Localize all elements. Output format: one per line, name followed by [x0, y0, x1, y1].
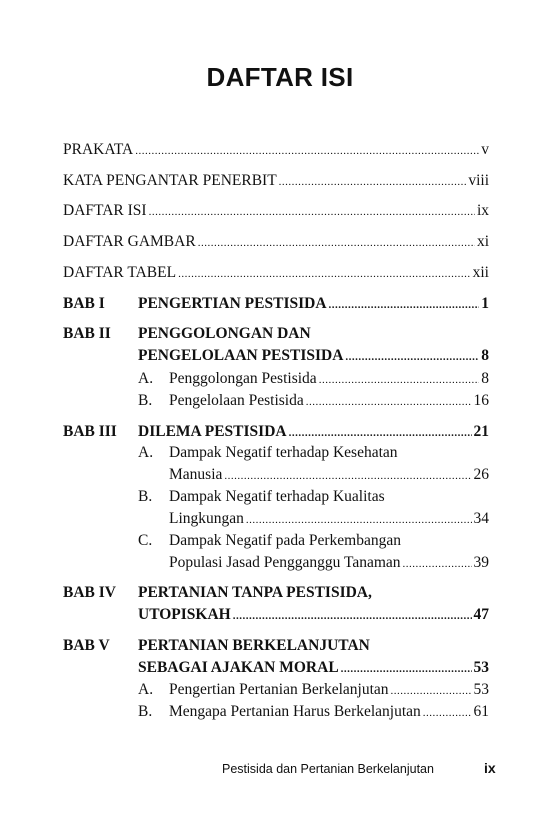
- toc-entry-daftar-gambar[interactable]: [63, 231, 489, 253]
- toc-entry-label: KATA PENGANTAR PENERBIT: [63, 172, 277, 189]
- toc-section[interactable]: [169, 390, 489, 412]
- toc-section[interactable]: [169, 552, 489, 574]
- dot-leader: [289, 422, 472, 444]
- section-title: Manusia: [169, 466, 223, 483]
- section-letter: A.: [138, 444, 154, 461]
- dot-leader: [233, 605, 472, 627]
- toc-chapter-3[interactable]: [138, 421, 489, 443]
- dot-leader: [224, 465, 471, 487]
- toc-chapter-1[interactable]: [138, 293, 489, 315]
- dot-leader: [341, 658, 472, 680]
- section-title: Dampak Negatif terhadap Kesehatan: [169, 444, 398, 461]
- toc-chapter-2[interactable]: [138, 345, 489, 367]
- chapter-page: 47: [473, 606, 489, 623]
- section-title: Dampak Negatif pada Perkembangan: [169, 532, 401, 549]
- chapter-title: PENGGOLONGAN DAN: [138, 325, 311, 342]
- section-letter: B.: [138, 703, 153, 720]
- section-title: Populasi Jasad Pengganggu Tanaman: [169, 554, 401, 571]
- dot-leader: [306, 391, 472, 413]
- toc-entry-label: DAFTAR TABEL: [63, 264, 177, 281]
- toc-section[interactable]: [169, 368, 489, 390]
- toc-entry-label: PRAKATA: [63, 141, 134, 158]
- dot-leader: [345, 346, 479, 368]
- chapter-number: BAB II: [63, 325, 111, 342]
- chapter-page: 21: [473, 423, 489, 440]
- chapter-title: PERTANIAN TANPA PESTISIDA,: [138, 584, 372, 601]
- toc-entry-label: DAFTAR GAMBAR: [63, 233, 196, 250]
- chapter-page: 8: [481, 347, 489, 364]
- chapter-title: UTOPISKAH: [138, 606, 231, 623]
- section-title: Penggolongan Pestisida: [169, 370, 317, 387]
- toc-section[interactable]: [169, 464, 489, 486]
- toc-entry-page: viii: [468, 172, 489, 189]
- section-page: 8: [481, 370, 489, 387]
- chapter-number: BAB III: [63, 423, 117, 440]
- section-title: Pengertian Pertanian Berkelanjutan: [169, 681, 389, 698]
- section-letter: A.: [138, 370, 154, 387]
- toc-entry-prakata[interactable]: [63, 139, 489, 161]
- section-page: 16: [473, 392, 489, 409]
- chapter-number: BAB I: [63, 295, 105, 312]
- chapter-title: SEBAGAI AJAKAN MORAL: [138, 659, 339, 676]
- section-letter: B.: [138, 392, 153, 409]
- running-footer: Pestisida dan Pertanian Berkelanjutan: [222, 762, 434, 776]
- dot-leader: [279, 171, 467, 193]
- dot-leader: [149, 201, 475, 223]
- section-title: Mengapa Pertanian Harus Berkelanjutan: [169, 703, 421, 720]
- dot-leader: [198, 232, 475, 254]
- section-page: 26: [473, 466, 489, 483]
- page-title: DAFTAR ISI: [206, 62, 354, 92]
- chapter-page: 53: [473, 659, 489, 676]
- dot-leader: [135, 140, 479, 162]
- section-page: 53: [473, 681, 489, 698]
- section-title: Pengelolaan Pestisida: [169, 392, 304, 409]
- chapter-title: PERTANIAN BERKELANJUTAN: [138, 637, 370, 654]
- toc-entry-page: xii: [472, 264, 489, 281]
- section-letter: B.: [138, 488, 153, 505]
- chapter-number: BAB V: [63, 637, 110, 654]
- dot-leader: [391, 680, 472, 702]
- toc-entry-label: DAFTAR ISI: [63, 202, 147, 219]
- dot-leader: [319, 369, 480, 391]
- page-number: ix: [484, 760, 496, 776]
- toc-entry-page: xi: [476, 233, 489, 250]
- chapter-page: 1: [481, 295, 489, 312]
- toc-section[interactable]: [169, 508, 489, 530]
- section-title: Lingkungan: [169, 510, 244, 527]
- chapter-number: BAB IV: [63, 584, 116, 601]
- section-title: Dampak Negatif terhadap Kualitas: [169, 488, 385, 505]
- dot-leader: [403, 553, 472, 575]
- section-page: 39: [473, 554, 489, 571]
- chapter-title: DILEMA PESTISIDA: [138, 423, 287, 440]
- section-letter: A.: [138, 681, 154, 698]
- section-page: 61: [473, 703, 489, 720]
- toc-entry-page: ix: [476, 202, 489, 219]
- toc-entry-kata-pengantar[interactable]: [63, 170, 489, 192]
- dot-leader: [178, 263, 471, 285]
- toc-entry-page: v: [481, 141, 489, 158]
- toc-chapter-4[interactable]: [138, 604, 489, 626]
- chapter-title: PENGERTIAN PESTISIDA: [138, 295, 327, 312]
- dot-leader: [329, 294, 480, 316]
- chapter-title: PENGELOLAAN PESTISIDA: [138, 347, 344, 364]
- section-letter: C.: [138, 532, 153, 549]
- toc-section[interactable]: [169, 679, 489, 701]
- toc-section[interactable]: [169, 701, 489, 723]
- toc-chapter-5[interactable]: [138, 657, 489, 679]
- toc-entry-daftar-tabel[interactable]: [63, 262, 489, 284]
- section-page: 34: [473, 510, 489, 527]
- dot-leader: [246, 509, 472, 531]
- dot-leader: [423, 702, 472, 724]
- toc-entry-daftar-isi[interactable]: [63, 200, 489, 222]
